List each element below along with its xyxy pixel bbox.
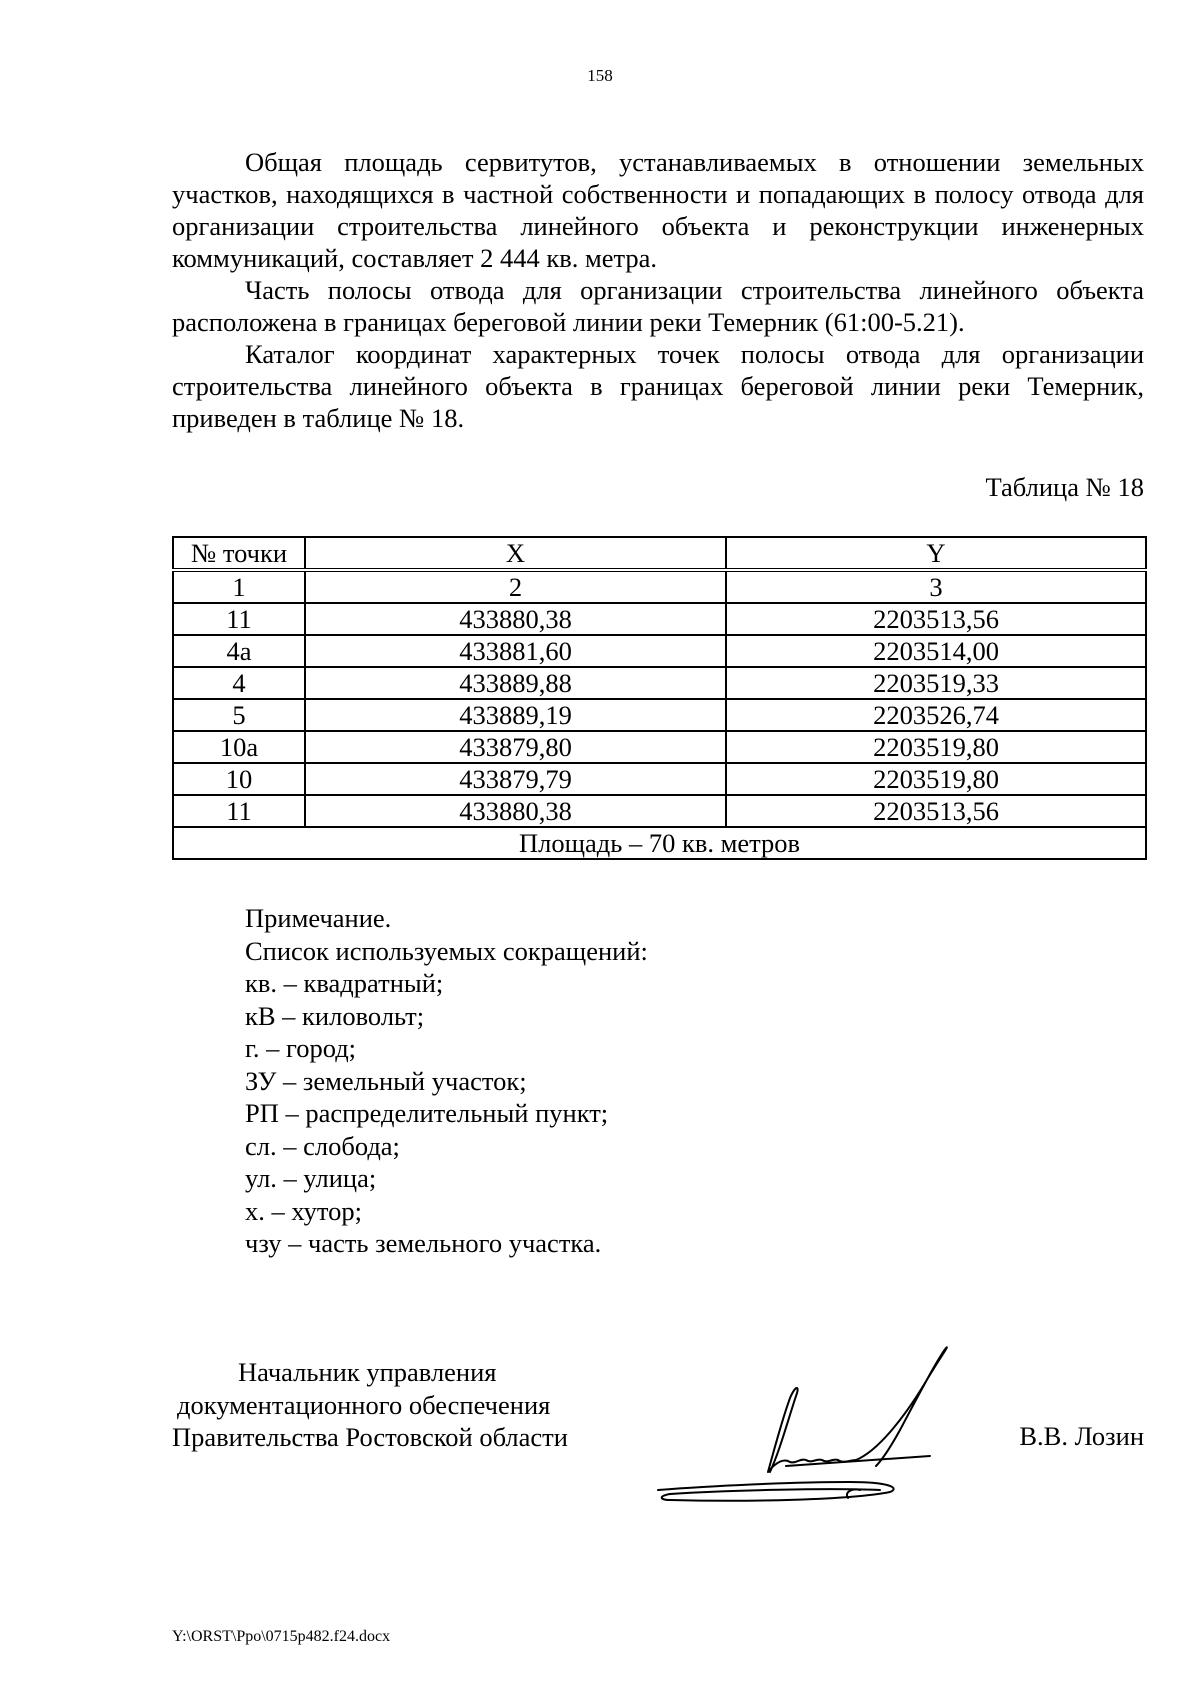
paragraph-servitude-area: Общая площадь сервитутов, устанавливаемых в отношении земельных участков, находящихся в частной собственности и попадающих в полосу отвода для организации строительства линейного объекта и реконструкции инженерных коммуникаций, составляет 2 444 кв. метра. [172, 147, 1144, 273]
y-cell: 2203526,74 [726, 699, 1146, 731]
abbreviation-item: чзу – часть земельного участка. [245, 1228, 602, 1258]
column-number: 3 [726, 570, 1146, 603]
column-number: 1 [173, 570, 305, 603]
y-cell: 2203519,80 [726, 763, 1146, 795]
x-cell: 433880,38 [305, 795, 726, 827]
table-row [173, 795, 1146, 827]
y-cell: 2203514,00 [726, 635, 1146, 667]
y-cell: 2203519,33 [726, 667, 1146, 699]
point-number-cell: 11 [173, 603, 305, 635]
area-total-cell: Площадь – 70 кв. метров [173, 827, 1146, 859]
abbreviation-item: сл. – слобода; [245, 1130, 400, 1161]
header-point-number: № точки [173, 537, 305, 570]
point-number-cell: 4а [173, 635, 305, 667]
abbreviation-item: кв. – квадратный; [245, 968, 444, 998]
point-number-cell: 11 [173, 795, 305, 827]
table-column-numbers-row [173, 570, 1146, 603]
paragraph-shoreline: Часть полосы отвода для организации строительства линейного объекта расположена в границах береговой линии реки Темерник (61:00-5.21). [172, 275, 1144, 337]
table-header-row [173, 537, 1146, 570]
header-x: X [305, 537, 726, 570]
table-row [173, 699, 1146, 731]
abbreviation-item: РП – распределительный пункт; [245, 1098, 609, 1128]
coordinates-table [172, 536, 1147, 860]
table-caption: Таблица № 18 [985, 472, 1144, 502]
file-path-footer: Y:\ORST\Ppo\0715p482.f24.docx [172, 1628, 391, 1645]
abbreviation-item: х. – хутор; [245, 1195, 362, 1226]
page-number: 158 [587, 66, 613, 85]
x-cell: 433879,79 [305, 763, 726, 795]
x-cell: 433879,80 [305, 731, 726, 763]
signer-position-line: Правительства Ростовской области [172, 1422, 568, 1452]
column-number: 2 [305, 570, 726, 603]
table-row [173, 763, 1146, 795]
notes-title: Примечание. [245, 903, 392, 933]
signer-name: В.В. Лозин [1019, 1421, 1144, 1451]
header-y: Y [726, 537, 1146, 570]
notes-section [245, 902, 648, 1260]
x-cell: 433880,38 [305, 603, 726, 635]
notes-subtitle: Список используемых сокращений: [245, 935, 648, 966]
abbreviation-item: г. – город; [245, 1033, 357, 1063]
paragraph-catalog: Каталог координат характерных точек полосы отвода для организации строительства линейного объекта в границах береговой линии реки Темерник, приведен в таблице № 18. [172, 339, 1144, 433]
signer-position-line: Начальник управления [238, 1357, 497, 1387]
signer-position-line: документационного обеспечения [177, 1389, 551, 1420]
y-cell: 2203513,56 [726, 603, 1146, 635]
point-number-cell: 10а [173, 731, 305, 763]
table-footer-row [173, 827, 1146, 859]
table-row [173, 603, 1146, 635]
point-number-cell: 10 [173, 763, 305, 795]
signer-position [172, 1356, 568, 1454]
x-cell: 433889,19 [305, 699, 726, 731]
point-number-cell: 4 [173, 667, 305, 699]
abbreviation-item: кВ – киловольт; [245, 1000, 425, 1031]
abbreviation-item: ЗУ – земельный участок; [245, 1065, 527, 1096]
body-text [172, 146, 1144, 434]
handwritten-signature [650, 1340, 990, 1510]
table-row [173, 731, 1146, 763]
table-row [173, 635, 1146, 667]
x-cell: 433889,88 [305, 667, 726, 699]
x-cell: 433881,60 [305, 635, 726, 667]
table-row [173, 667, 1146, 699]
y-cell: 2203519,80 [726, 731, 1146, 763]
y-cell: 2203513,56 [726, 795, 1146, 827]
point-number-cell: 5 [173, 699, 305, 731]
abbreviation-item: ул. – улица; [245, 1163, 377, 1193]
